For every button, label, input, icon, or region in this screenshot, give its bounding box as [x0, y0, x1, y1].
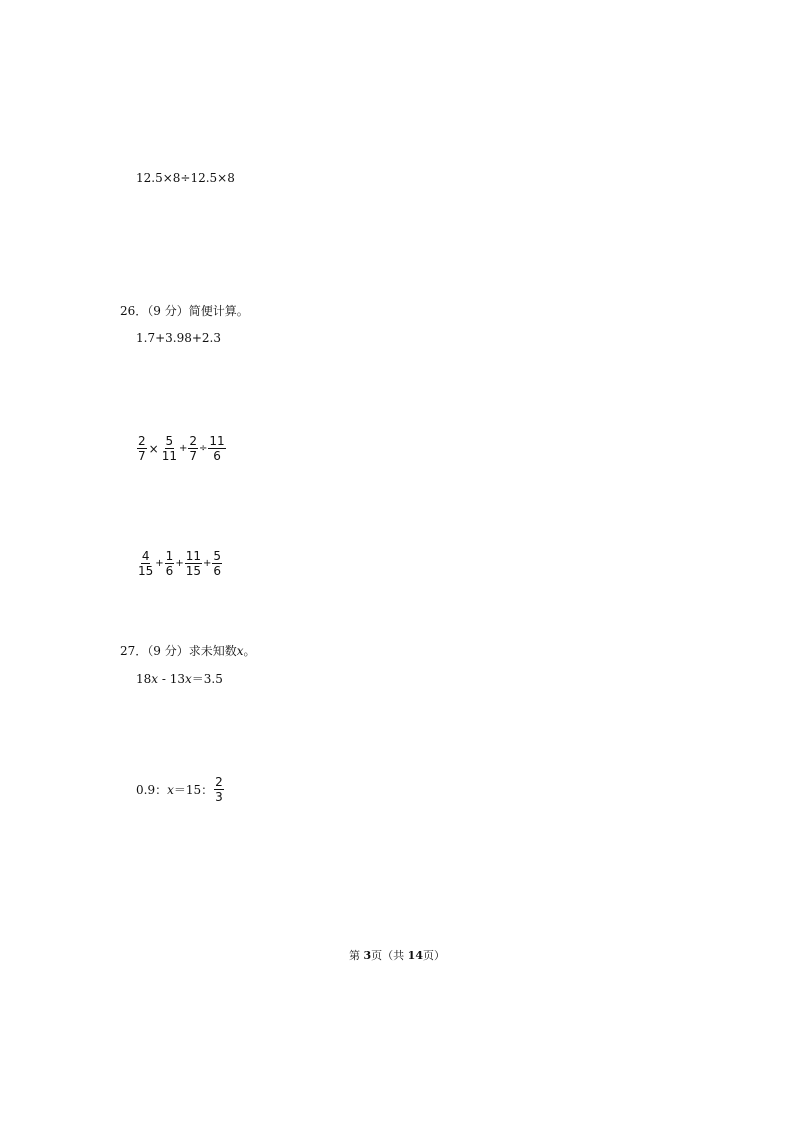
operator: +	[178, 443, 188, 454]
total-pages: 14	[407, 949, 423, 962]
numerator: 5	[165, 434, 174, 448]
fraction	[137, 434, 147, 464]
fraction	[185, 549, 202, 579]
problem26-expression-1	[136, 330, 221, 346]
denominator: 6	[213, 449, 221, 463]
operator: +	[175, 558, 184, 569]
problem26-expression-3	[136, 549, 223, 579]
numerator: 11	[209, 434, 225, 448]
problem26-expression-2	[136, 434, 227, 464]
denominator: 11	[161, 449, 177, 463]
ratio-term: 0.9：	[136, 783, 168, 797]
expression-text: ＝3.5	[191, 672, 223, 686]
operator: ÷	[199, 443, 208, 454]
problem27-heading	[120, 643, 256, 659]
unknown-variable: x	[185, 672, 192, 686]
unknown-variable: x	[236, 644, 244, 658]
expression-text: - 13	[158, 672, 186, 686]
numerator: 2	[215, 775, 223, 789]
denominator: 6	[165, 564, 174, 578]
footer-text: 页（共	[371, 949, 408, 962]
operator: ×	[148, 442, 159, 456]
page-number: 3	[363, 949, 372, 962]
denominator: 7	[138, 449, 146, 463]
question-heading: 26．（9 分）简便计算。	[120, 304, 249, 318]
operator: +	[155, 558, 164, 569]
expression-text: 1.7+3.98+2.3	[136, 331, 221, 345]
numerator: 1	[165, 549, 174, 563]
problem25-expression	[136, 170, 235, 186]
question-heading: 27．（9 分）求未知数	[120, 644, 237, 658]
problem27-equation-2	[136, 775, 225, 805]
problem26-heading	[120, 303, 249, 319]
problem27-equation-1	[136, 671, 223, 687]
footer-text: 页）	[422, 949, 445, 962]
coefficient: 18	[136, 672, 152, 686]
fraction	[188, 434, 198, 464]
numerator: 11	[185, 549, 201, 563]
ratio-term: ＝15：	[173, 783, 214, 797]
page-footer	[0, 949, 794, 963]
denominator: 3	[215, 790, 223, 804]
unknown-variable: x	[151, 672, 159, 686]
denominator: 7	[189, 449, 198, 463]
numerator: 4	[141, 549, 150, 563]
denominator: 6	[213, 564, 222, 578]
fraction	[212, 549, 222, 579]
unknown-variable: x	[167, 783, 174, 797]
fraction	[161, 434, 178, 464]
fraction	[214, 775, 224, 805]
numerator: 2	[189, 434, 198, 448]
heading-punctuation: 。	[243, 644, 256, 658]
expression-text: 12.5×8÷12.5×8	[136, 171, 235, 185]
numerator: 2	[138, 434, 146, 448]
numerator: 5	[213, 549, 222, 563]
denominator: 15	[185, 564, 201, 578]
fraction	[165, 549, 175, 579]
denominator: 15	[138, 564, 154, 578]
fraction	[208, 434, 225, 464]
footer-text: 第	[349, 949, 364, 962]
fraction	[137, 549, 154, 579]
operator: +	[202, 558, 212, 569]
